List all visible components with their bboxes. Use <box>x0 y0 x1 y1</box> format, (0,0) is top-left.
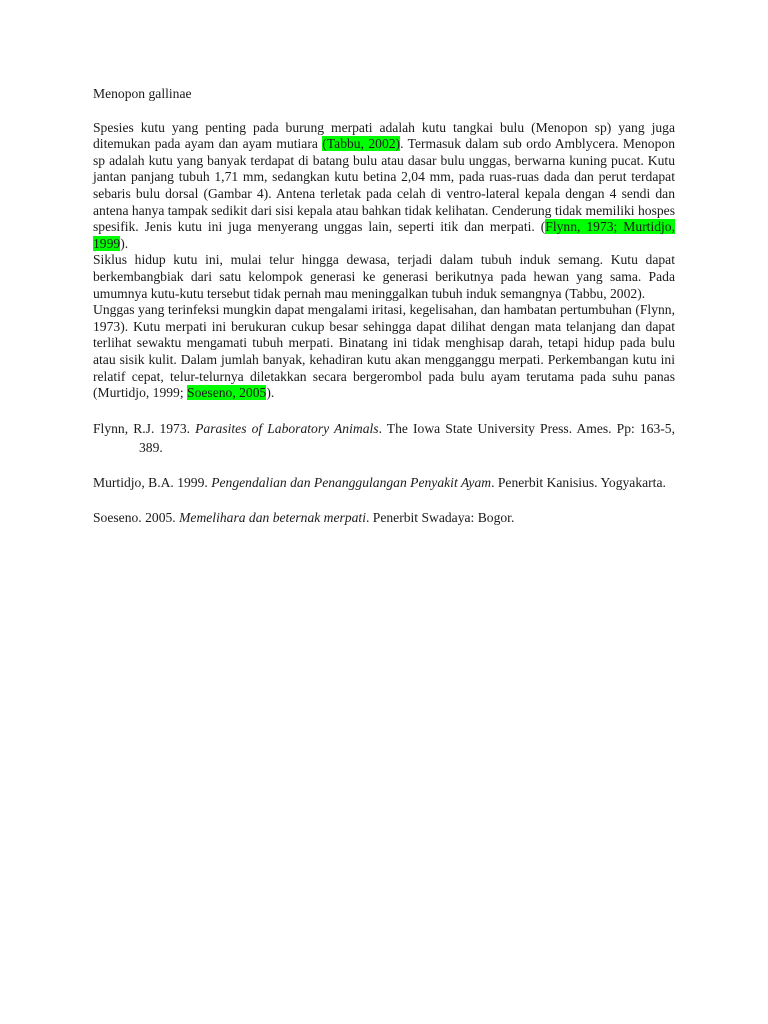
text-run: Spesies kutu yang penting pada burung merpati adalah kutu tangkai bulu (Menopon sp) yang juga ditemukan pada ayam dan ayam mutiara <box>93 119 675 152</box>
text-run: . Termasuk dalam sub ordo Amblycera. Menopon sp adalah kutu yang banyak terdapat di batang bulu atau dasar bulu unggas, berwarna kuning pucat. Kutu jantan panjang tubuh 1,71 mm, sedangkan kutu betina 2,04 mm, pada ruas-ruas dada dan perut terdapat sebaris bulu dorsal (Gambar 4). Antena terletak pada celah di ventro-lateral kepala dengan 4 sendi dan antena hanya tampak sedikit dari sisi kepala atau bahkan tidak kelihatan. Cenderung tidak memiliki hospes spesifik. Jenis kutu ini juga menyerang unggas lain, seperti itik dan merpati. ( <box>93 136 675 235</box>
reference-title: Memelihara dan beternak merpati <box>179 509 366 525</box>
reference-entry <box>93 473 675 492</box>
reference-author-year: Murtidjo, B.A. 1999. <box>93 474 212 490</box>
reference-publisher: . Penerbit Swadaya: Bogor. <box>365 509 515 525</box>
paragraph <box>93 302 675 402</box>
highlighted-citation: Flynn, 1973; Murtidjo, 1999 <box>93 219 675 251</box>
document-page <box>93 86 675 543</box>
paragraph <box>93 120 675 253</box>
text-run: ). <box>120 235 129 251</box>
body-text <box>93 120 675 402</box>
reference-list <box>93 419 675 527</box>
reference-author-year: Flynn, R.J. 1973. <box>93 420 196 436</box>
text-run: ). <box>266 385 275 401</box>
reference-entry <box>93 508 675 527</box>
reference-title: Parasites of Laboratory Animals <box>195 420 379 436</box>
document-title: Menopon gallinae <box>93 86 192 101</box>
text-run: Siklus hidup kutu ini, mulai telur hingga dewasa, terjadi dalam tubuh induk semang. Kutu dapat berkembangbiak dari satu kelompok generasi ke generasi berikutnya pada hewan yang sama. Pada umumnya kutu-kutu tersebut tidak pernah mau meninggalkan tubuh induk semangnya (Tabbu, 2002). <box>93 252 675 301</box>
reference-publisher: . Penerbit Kanisius. Yogyakarta. <box>491 474 666 490</box>
highlighted-citation: Soeseno, 2005 <box>187 385 267 401</box>
text-run: Unggas yang terinfeksi mungkin dapat mengalami iritasi, kegelisahan, dan hambatan pertumbuhan (Flynn, 1973). Kutu merpati ini berukuran cukup besar sehingga dapat dilihat dengan mata telanjang dan dapat terlihat sewaktu mengamati tubuh merpati. Binatang ini tidak menghisap darah, tetapi hidup pada bulu atau sisik kulit. Dalam jumlah banyak, kehadiran kutu akan mengganggu merpati. Perkembangan kutu ini relatif cepat, telur-telurnya diletakkan secara bergerombol pada bulu ayam terutama pada suhu panas (Murtidjo, 1999; <box>93 302 675 401</box>
paragraph <box>93 252 675 302</box>
highlighted-citation: (Tabbu, 2002) <box>322 136 401 152</box>
reference-entry <box>93 419 675 457</box>
reference-title: Pengendalian dan Penanggulangan Penyakit Ayam <box>211 474 492 490</box>
reference-publisher: . The Iowa State University Press. Ames. Pp: 163-5, 389. <box>139 420 675 455</box>
reference-author-year: Soeseno. 2005. <box>93 509 180 525</box>
